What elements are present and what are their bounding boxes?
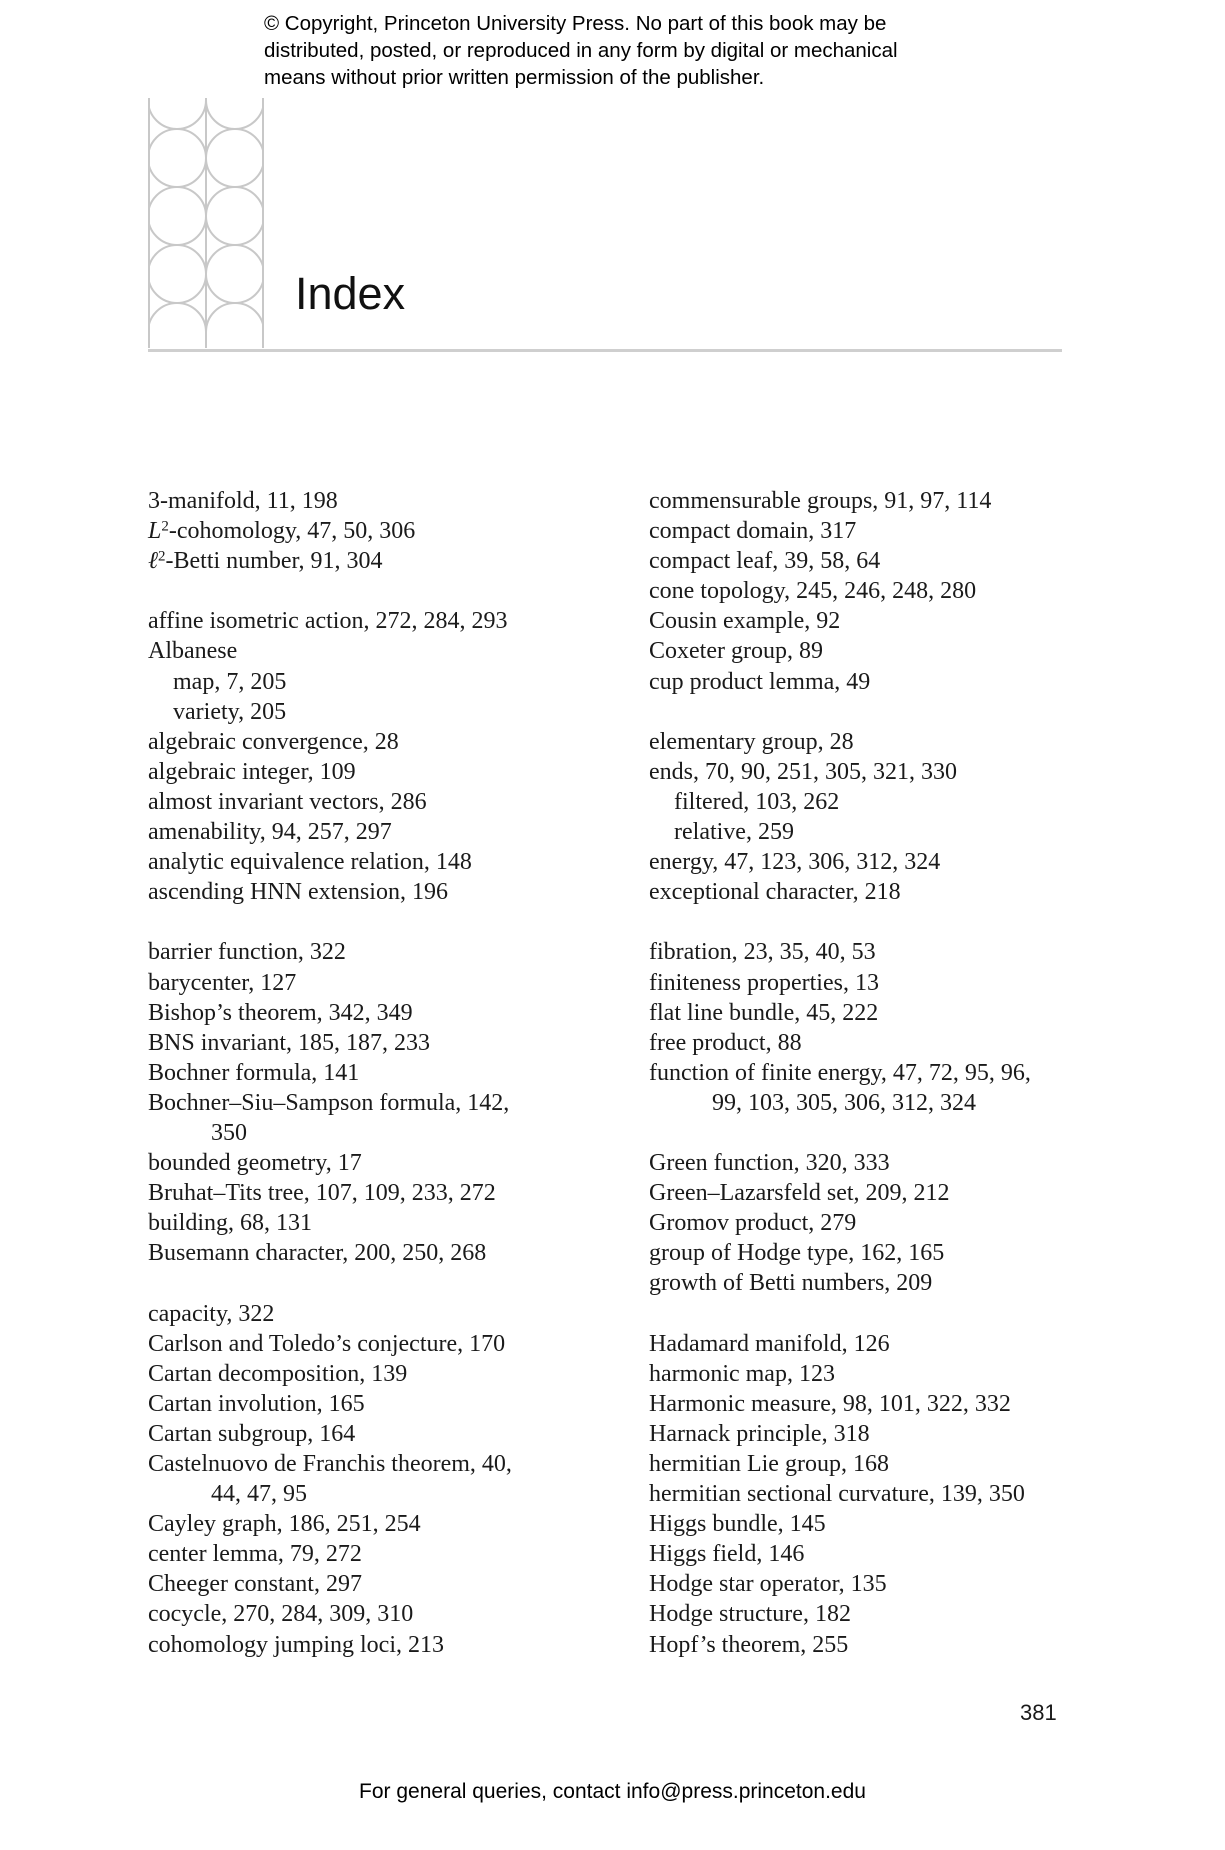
index-entry: free product, 88 <box>649 1029 802 1056</box>
footer-contact: For general queries, contact info@press.princeton.edu <box>359 1780 866 1803</box>
index-entry: Hadamard manifold, 126 <box>649 1330 890 1357</box>
index-entry: Green function, 320, 333 <box>649 1150 890 1177</box>
index-entry: BNS invariant, 185, 187, 233 <box>148 1029 430 1056</box>
index-subentry: relative, 259 <box>674 819 794 846</box>
index-entry-continuation: 99, 103, 305, 306, 312, 324 <box>712 1089 976 1116</box>
index-entry: hermitian Lie group, 168 <box>649 1451 889 1477</box>
index-entry: capacity, 322 <box>148 1300 275 1327</box>
index-entry: Higgs field, 146 <box>649 1541 805 1568</box>
index-entry: Busemann character, 200, 250, 268 <box>148 1240 487 1267</box>
index-entry: finiteness properties, 13 <box>649 969 879 996</box>
index-entry: commensurable groups, 91, 97, 114 <box>649 488 992 514</box>
index-entry: Bruhat–Tits tree, 107, 109, 233, 272 <box>148 1180 496 1207</box>
index-subentry: filtered, 103, 262 <box>674 788 840 815</box>
copyright-line: © Copyright, Princeton University Press. No part of this book may be <box>264 12 887 35</box>
superscript: 2 <box>158 548 166 565</box>
index-entry: center lemma, 79, 272 <box>148 1541 362 1568</box>
index-entry: exceptional character, 218 <box>649 879 901 906</box>
index-entry: Gromov product, 279 <box>649 1210 857 1237</box>
index-entry: ends, 70, 90, 251, 305, 321, 330 <box>649 758 957 785</box>
index-entry: 3-manifold, 11, 198 <box>148 488 338 514</box>
index-entry <box>148 546 568 576</box>
index-entry: ascending HNN extension, 196 <box>148 879 448 906</box>
index-entry: algebraic integer, 109 <box>148 758 356 785</box>
index-entry: Cartan subgroup, 164 <box>148 1420 356 1447</box>
index-entry: Albanese <box>148 638 238 665</box>
entry-text: -cohomology, 47, 50, 306 <box>168 518 416 545</box>
title-rule <box>148 349 1062 352</box>
index-entry: group of Hodge type, 162, 165 <box>649 1240 945 1267</box>
index-entry: flat line bundle, 45, 222 <box>649 999 879 1026</box>
index-entry: Harmonic measure, 98, 101, 322, 332 <box>649 1390 1011 1417</box>
index-entry: Hodge star operator, 135 <box>649 1571 887 1598</box>
index-entry: barycenter, 127 <box>148 969 297 996</box>
index-entry: cone topology, 245, 246, 248, 280 <box>649 578 977 605</box>
index-entry: Higgs bundle, 145 <box>649 1511 826 1538</box>
index-entry <box>148 516 568 546</box>
index-entry: Carlson and Toledo’s conjecture, 170 <box>148 1330 506 1357</box>
index-entry: amenability, 94, 257, 297 <box>148 819 392 846</box>
entry-text: -Betti number, 91, 304 <box>165 548 383 575</box>
index-entry: Bishop’s theorem, 342, 349 <box>148 999 413 1026</box>
index-entry: Coxeter group, 89 <box>649 638 823 665</box>
index-entry: cup product lemma, 49 <box>649 668 871 695</box>
index-entry: Bochner formula, 141 <box>148 1059 360 1086</box>
copyright-line: means without prior written permission of the publisher. <box>264 66 765 89</box>
index-subentry: variety, 205 <box>173 698 287 725</box>
page-title: Index <box>295 268 406 319</box>
index-entry: Hopf’s theorem, 255 <box>649 1631 849 1658</box>
index-entry: Hodge structure, 182 <box>649 1601 851 1628</box>
index-subentry: map, 7, 205 <box>173 668 287 695</box>
index-entry: Castelnuovo de Franchis theorem, 40, <box>148 1451 512 1477</box>
index-entry: bounded geometry, 17 <box>148 1150 362 1177</box>
index-entry: affine isometric action, 272, 284, 293 <box>148 608 508 635</box>
index-entry: analytic equivalence relation, 148 <box>148 849 472 876</box>
index-entry: algebraic convergence, 28 <box>148 728 399 755</box>
decorative-ornament <box>148 98 264 348</box>
copyright-line: distributed, posted, or reproduced in any form by digital or mechanical <box>264 39 898 62</box>
index-entry: fibration, 23, 35, 40, 53 <box>649 939 876 966</box>
index-entry: cohomology jumping loci, 213 <box>148 1631 444 1658</box>
index-entry: cocycle, 270, 284, 309, 310 <box>148 1601 414 1628</box>
index-entry: growth of Betti numbers, 209 <box>649 1270 933 1297</box>
index-entry: harmonic map, 123 <box>649 1360 835 1387</box>
index-entry: function of finite energy, 47, 72, 95, 96, <box>649 1059 1031 1086</box>
index-entry: Green–Lazarsfeld set, 209, 212 <box>649 1180 950 1207</box>
index-entry: Cheeger constant, 297 <box>148 1571 362 1598</box>
index-entry: Cayley graph, 186, 251, 254 <box>148 1511 421 1538</box>
index-column-right <box>649 486 1069 1660</box>
index-column-left <box>148 486 568 1660</box>
index-entry: building, 68, 131 <box>148 1210 313 1237</box>
math-symbol: L <box>148 518 162 545</box>
index-entry: elementary group, 28 <box>649 728 854 755</box>
index-entry: compact leaf, 39, 58, 64 <box>649 548 881 575</box>
index-entry: almost invariant vectors, 286 <box>148 788 427 815</box>
index-entry: Harnack principle, 318 <box>649 1420 870 1447</box>
index-entry-continuation: 44, 47, 95 <box>211 1481 307 1508</box>
index-entry: Bochner–Siu–Sampson formula, 142, <box>148 1089 510 1116</box>
copyright-notice <box>264 10 1024 91</box>
index-entry: compact domain, 317 <box>649 518 857 545</box>
index-entry: hermitian sectional curvature, 139, 350 <box>649 1481 1025 1508</box>
index-entry-continuation: 350 <box>211 1119 247 1146</box>
superscript: 2 <box>161 518 169 535</box>
math-symbol: ℓ <box>148 548 158 575</box>
index-entry: Cousin example, 92 <box>649 608 841 635</box>
index-entry: Cartan decomposition, 139 <box>148 1360 408 1387</box>
index-entry: Cartan involution, 165 <box>148 1390 365 1417</box>
index-entry: energy, 47, 123, 306, 312, 324 <box>649 849 941 876</box>
index-entry: barrier function, 322 <box>148 939 346 966</box>
page-number: 381 <box>1020 1700 1057 1725</box>
